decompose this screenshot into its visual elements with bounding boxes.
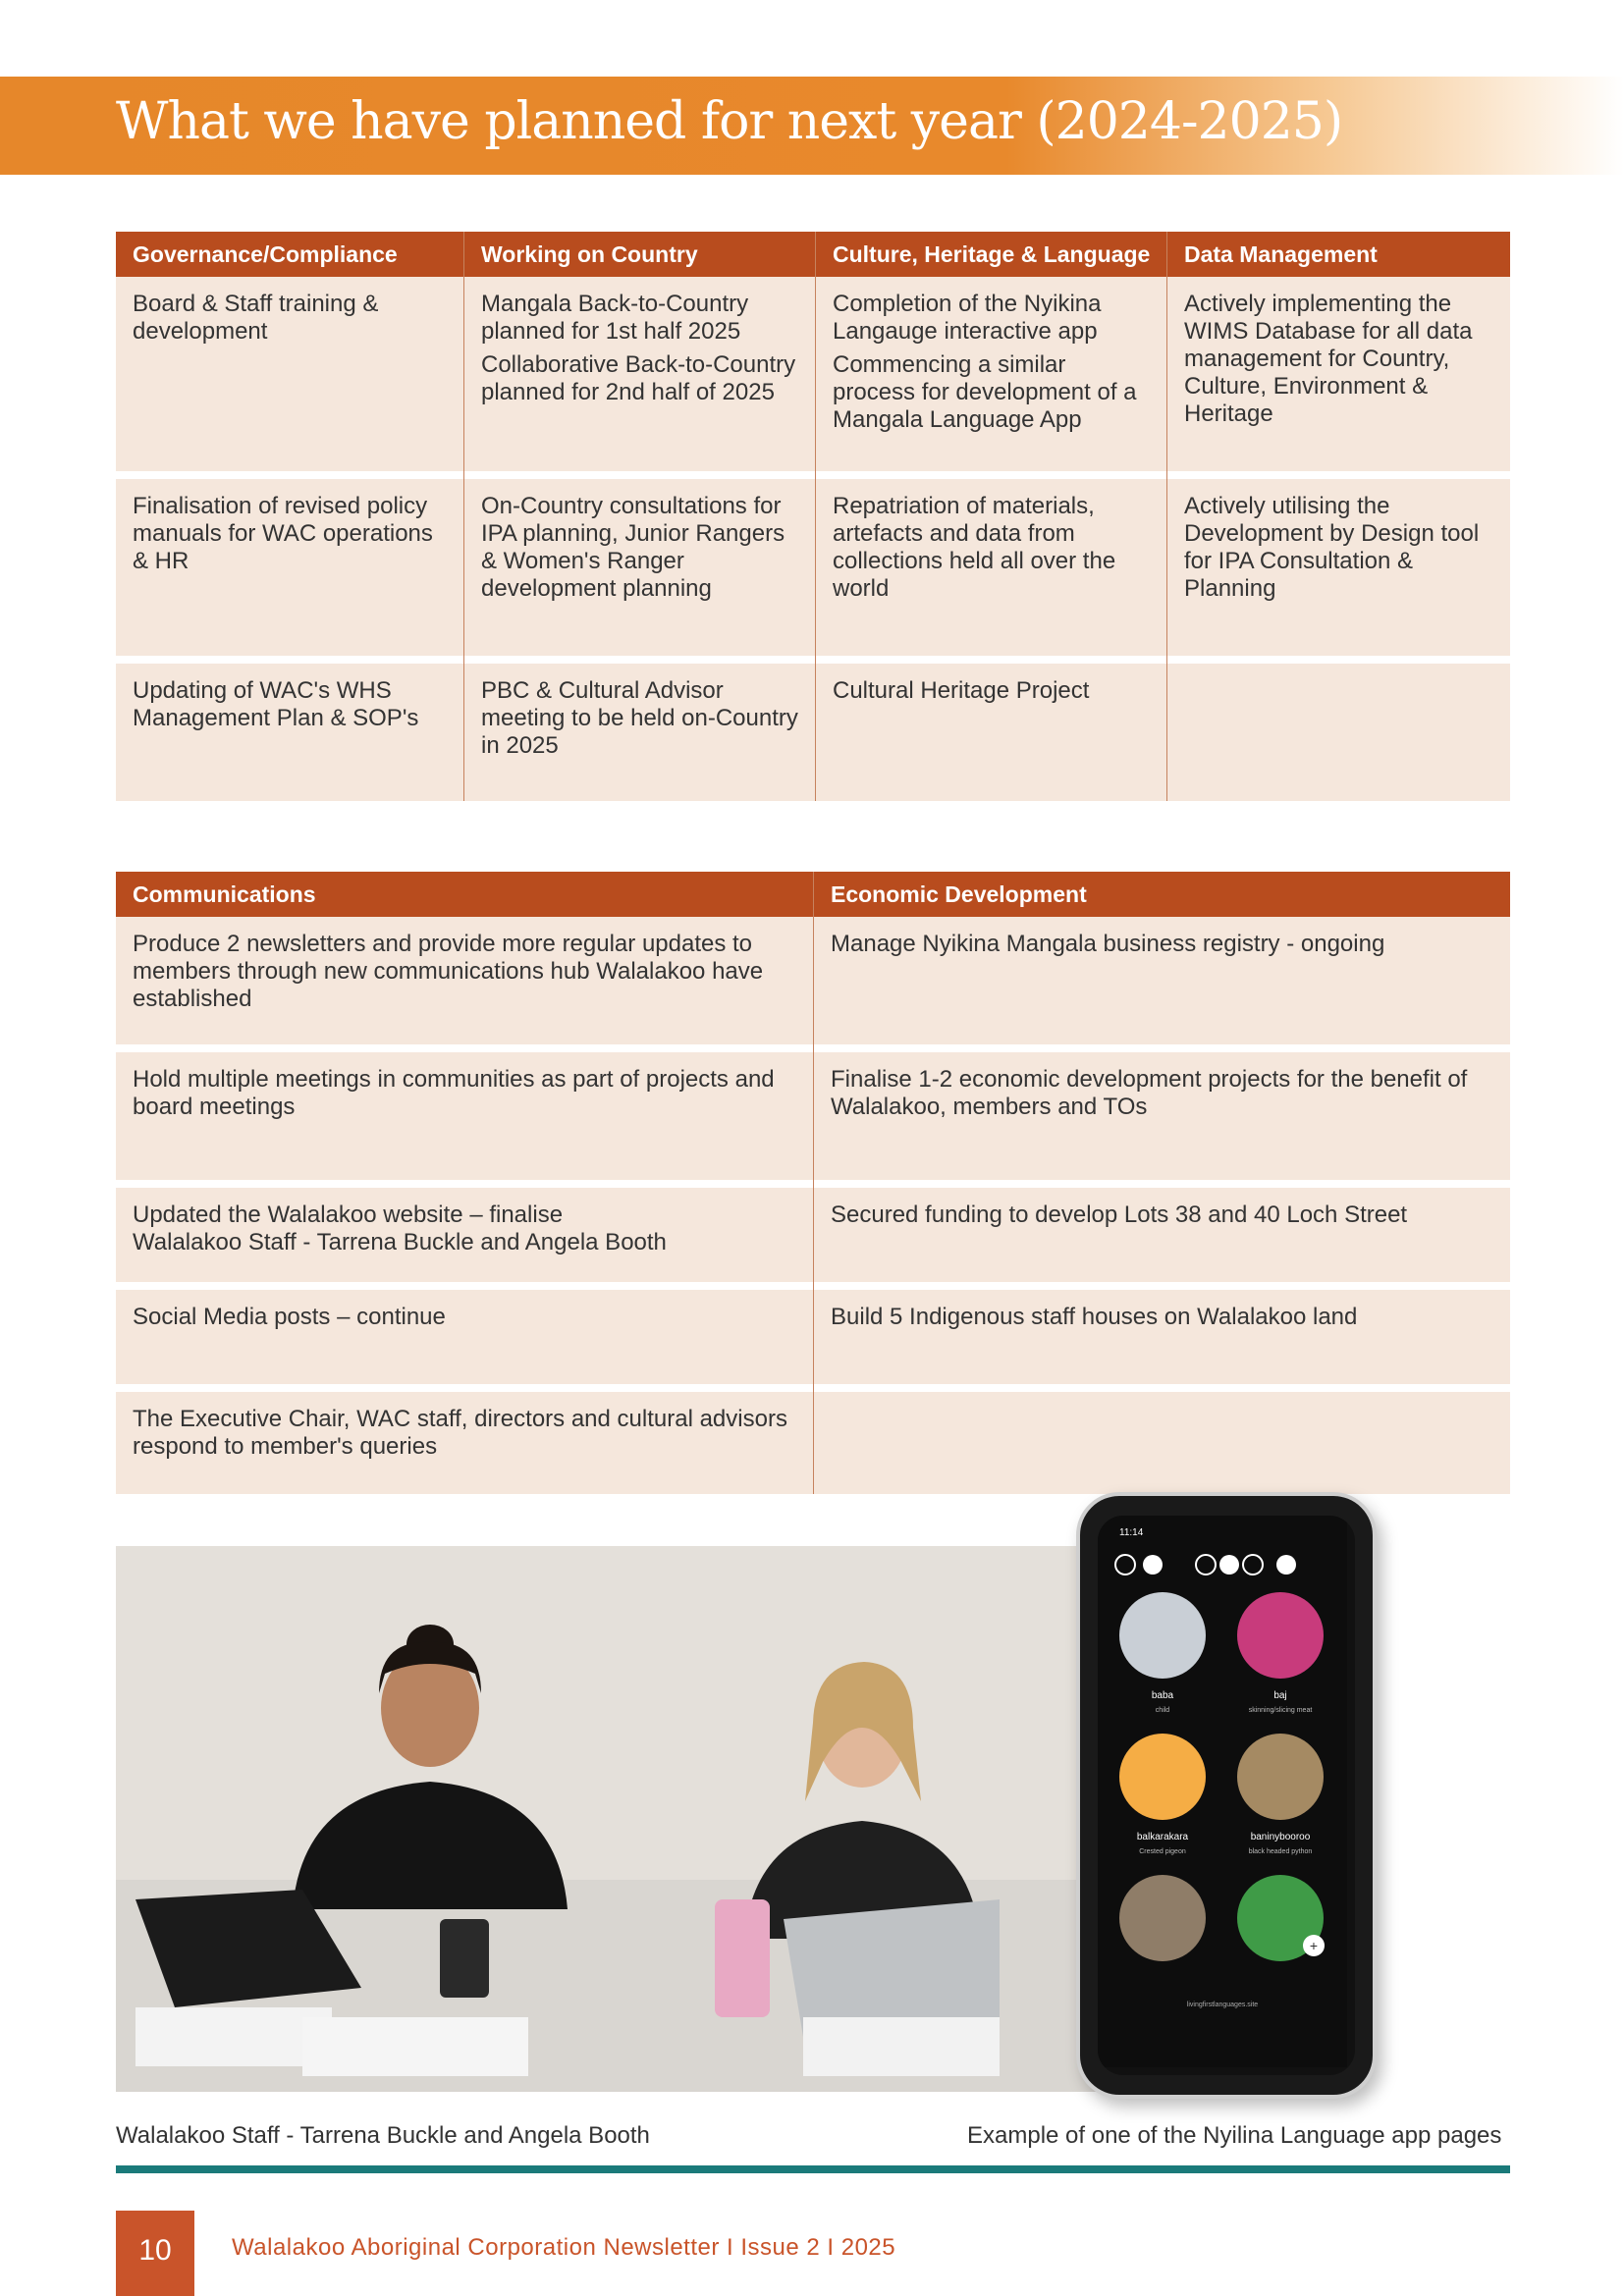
app-screen-illustration bbox=[1098, 1516, 1347, 2067]
table-cell bbox=[116, 277, 463, 471]
search-icon[interactable] bbox=[1276, 1555, 1296, 1575]
section-rule bbox=[116, 2165, 1510, 2173]
column-header: Economic Development bbox=[813, 872, 1510, 917]
table-row bbox=[116, 917, 1510, 1044]
staff-photo bbox=[116, 1546, 1117, 2092]
word-tile-image[interactable] bbox=[1237, 1592, 1324, 1679]
table-cell: Produce 2 newsletters and provide more regular updates to members through new communications hub Walalakoo have established bbox=[116, 917, 813, 1044]
plan-table-comms-econ bbox=[116, 872, 1510, 1494]
table-cell bbox=[815, 664, 1166, 801]
column-header: Communications bbox=[116, 872, 813, 917]
table-cell bbox=[815, 479, 1166, 656]
word-tile-image[interactable] bbox=[1119, 1734, 1206, 1820]
staff-photo-illustration bbox=[116, 1546, 1117, 2092]
status-time: 11:14 bbox=[1119, 1527, 1144, 1538]
footer-text: Walalakoo Aboriginal Corporation Newsletter I Issue 2 I 2025 bbox=[232, 2234, 896, 2261]
cell-text: Cultural Heritage Project bbox=[833, 677, 1090, 704]
table-cell: The Executive Chair, WAC staff, directors and cultural advisors respond to member's queries bbox=[116, 1392, 813, 1494]
word-meaning: black headed python bbox=[1248, 1848, 1313, 1855]
column-header: Governance/Compliance bbox=[116, 232, 463, 277]
cell-text: Repatriation of materials, artefacts and data from collections held all over the world bbox=[833, 493, 1116, 602]
page-title: What we have planned for next year (2024-2025) bbox=[116, 92, 1343, 151]
table-cell bbox=[813, 1392, 1510, 1494]
word-tile-image[interactable] bbox=[1119, 1592, 1206, 1679]
table-cell: Hold multiple meetings in communities as part of projects and board meetings bbox=[116, 1052, 813, 1180]
cell-text: On-Country consultations for IPA planning, Junior Rangers & Women's Ranger development planning bbox=[481, 493, 785, 602]
app-caption: Example of one of the Nyilina Language app pages bbox=[967, 2122, 1502, 2149]
table-cell bbox=[1166, 664, 1510, 801]
home-icon[interactable] bbox=[1143, 1555, 1163, 1575]
table-row bbox=[116, 1392, 1510, 1494]
language-app-phone bbox=[1076, 1492, 1377, 2099]
word-meaning: skinning/slicing meat bbox=[1248, 1707, 1313, 1714]
page-number: 10 bbox=[116, 2211, 194, 2296]
column-header: Working on Country bbox=[463, 232, 815, 277]
table-cell: Secured funding to develop Lots 38 and 40 Loch Street bbox=[813, 1188, 1510, 1282]
word-meaning: child bbox=[1155, 1707, 1170, 1714]
table-cell bbox=[463, 277, 815, 471]
plan-table-main bbox=[116, 232, 1510, 801]
table-cell bbox=[1166, 479, 1510, 656]
word-meaning: Crested pigeon bbox=[1139, 1848, 1186, 1855]
grid-view-icon[interactable] bbox=[1219, 1555, 1239, 1575]
cell-text: Updating of WAC's WHS Management Plan & SOP's bbox=[133, 677, 419, 731]
cell-text: Commencing a similar process for development of a Mangala Language App bbox=[833, 351, 1137, 433]
word-tile-image[interactable] bbox=[1237, 1734, 1324, 1820]
word-label: baninybooroo bbox=[1250, 1832, 1311, 1842]
word-label: baba bbox=[1151, 1690, 1174, 1701]
photo-caption: Walalakoo Staff - Tarrena Buckle and Angela Booth bbox=[116, 2122, 650, 2149]
cell-text: Finalisation of revised policy manuals for WAC operations & HR bbox=[133, 493, 433, 574]
table-row bbox=[116, 1290, 1510, 1384]
table-row bbox=[116, 1052, 1510, 1180]
table-cell: Finalise 1-2 economic development projects for the benefit of Walalakoo, members and TOs bbox=[813, 1052, 1510, 1180]
cell-text: Actively utilising the Development by Design tool for IPA Consultation & Planning bbox=[1184, 493, 1480, 602]
table-cell bbox=[463, 664, 815, 801]
table-row bbox=[116, 1188, 1510, 1282]
title-banner bbox=[0, 77, 1624, 175]
column-header: Data Management bbox=[1166, 232, 1510, 277]
table-cell: Manage Nyikina Mangala business registry - ongoing bbox=[813, 917, 1510, 1044]
word-tile-image[interactable] bbox=[1119, 1875, 1206, 1961]
table-cell bbox=[116, 479, 463, 656]
table-cell bbox=[116, 664, 463, 801]
cell-text: Collaborative Back-to-Country planned for 2nd half of 2025 bbox=[481, 351, 796, 405]
word-label: balkarakara bbox=[1136, 1832, 1189, 1842]
table-cell bbox=[815, 277, 1166, 471]
cell-text: Mangala Back-to-Country planned for 1st half 2025 bbox=[481, 291, 749, 345]
svg-text:+: + bbox=[1309, 1938, 1319, 1953]
table-cell: Updated the Walalakoo website – finalise Walalakoo Staff - Tarrena Buckle and Angela Booth bbox=[116, 1188, 813, 1282]
table-row bbox=[116, 277, 1510, 471]
column-header: Culture, Heritage & Language bbox=[815, 232, 1166, 277]
cell-text: Board & Staff training & development bbox=[133, 291, 379, 345]
cell-text: PBC & Cultural Advisor meeting to be held on-Country in 2025 bbox=[481, 677, 798, 759]
table-cell bbox=[463, 479, 815, 656]
word-label: baj bbox=[1273, 1690, 1287, 1701]
phone-screen bbox=[1098, 1516, 1355, 2075]
table-cell: Social Media posts – continue bbox=[116, 1290, 813, 1384]
table-row bbox=[116, 479, 1510, 656]
table-cell bbox=[1166, 277, 1510, 471]
cell-text: Actively implementing the WIMS Database for all data management for Country, Culture, Environment & Heritage bbox=[1184, 291, 1473, 427]
app-url: livingfirstlanguages.site bbox=[1186, 2002, 1259, 2008]
table-row bbox=[116, 664, 1510, 801]
cell-text: Completion of the Nyikina Langauge interactive app bbox=[833, 291, 1102, 345]
table-cell: Build 5 Indigenous staff houses on Walalakoo land bbox=[813, 1290, 1510, 1384]
